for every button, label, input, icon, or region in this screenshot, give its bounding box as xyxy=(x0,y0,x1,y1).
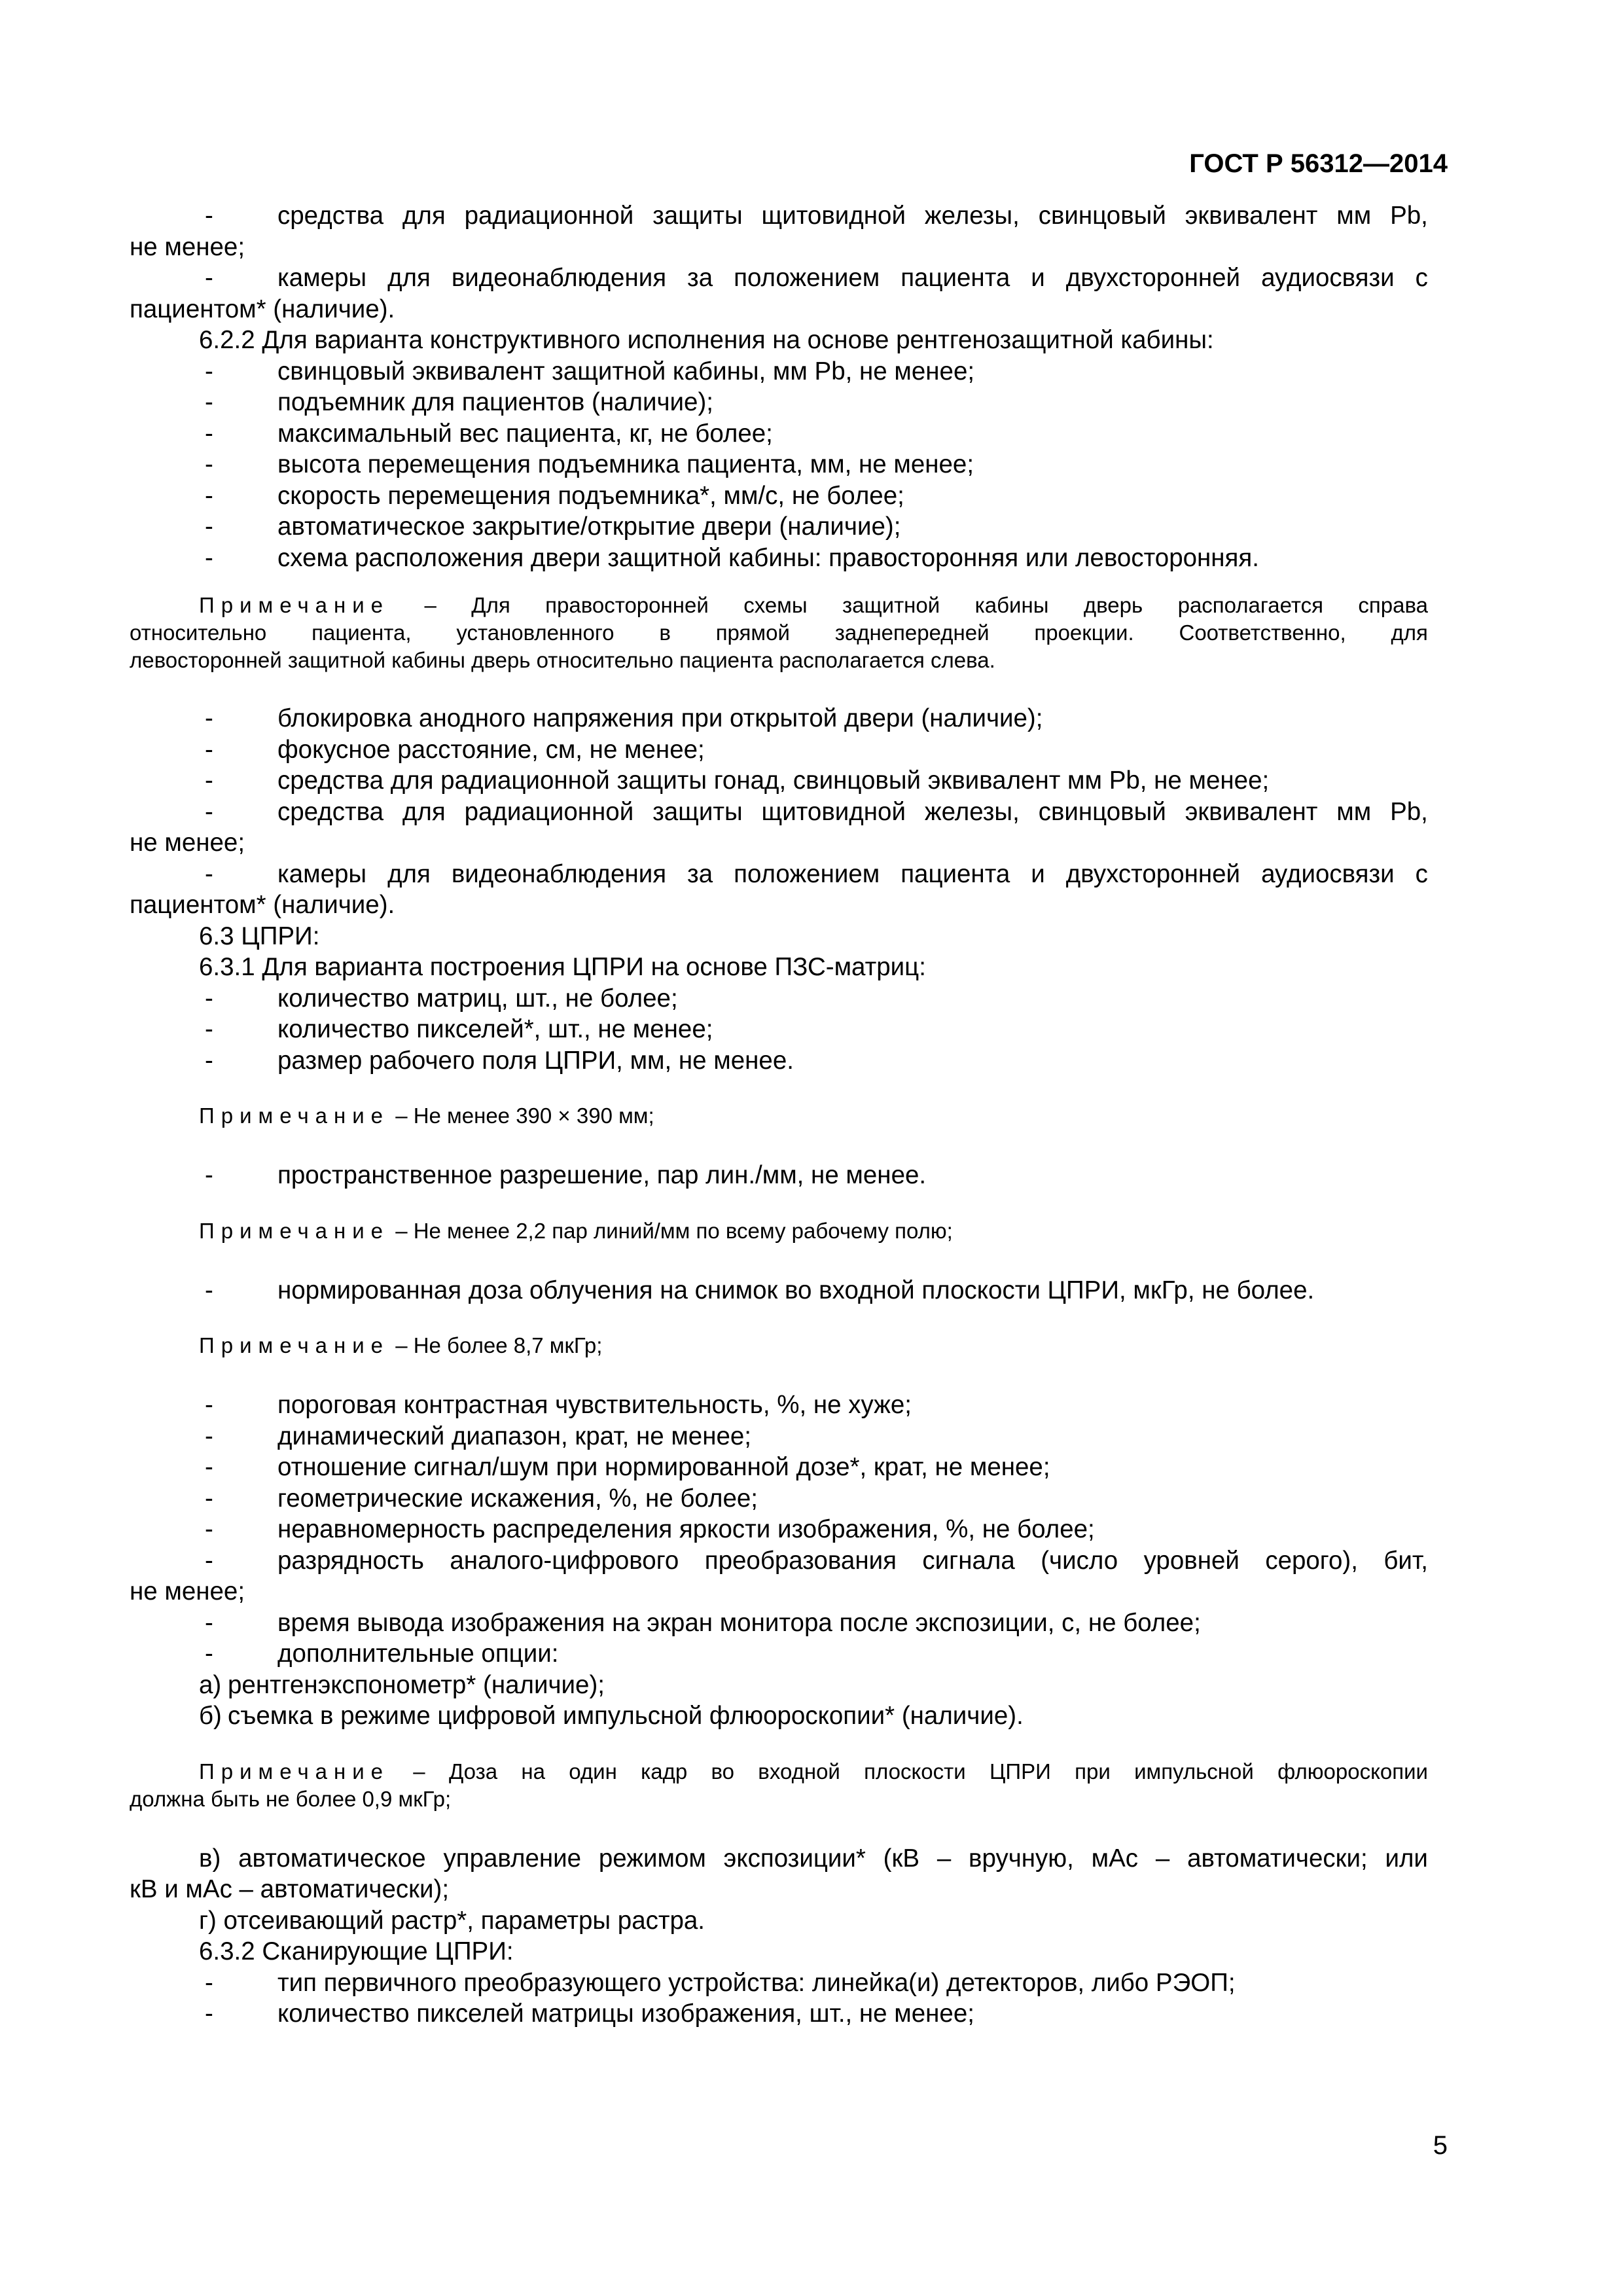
list-item: - дополнительные опции: xyxy=(205,1640,559,1668)
list-item: - неравномерность распределения яркости изображения, %, не более; xyxy=(205,1515,1095,1543)
note-label: Примечание xyxy=(199,593,390,617)
document-body xyxy=(130,200,1428,2030)
list-item: - пространственное разрешение, пар лин./мм, не менее. xyxy=(205,1161,927,1189)
list-item: - динамический диапазон, крат, не менее; xyxy=(205,1422,751,1450)
option-b: б) съемка в режиме цифровой импульсной флюороскопии* (наличие). xyxy=(199,1702,1024,1730)
page-number: 5 xyxy=(1433,2131,1448,2160)
justified-words-l1: средства для радиационной защиты щитовидной железы, свинцовый эквивалент мм Pb, xyxy=(277,202,1428,230)
section-6-2-2: 6.2.2 Для варианта конструктивного исполнения на основе рентгенозащитной кабины: xyxy=(199,326,1214,354)
list-item: - количество пикселей*, шт., не менее; xyxy=(205,1015,713,1043)
list-item: - отношение сигнал/шум при нормированной дозе*, крат, не менее; xyxy=(205,1453,1050,1481)
list-item: - пороговая контрастная чувствительность, %, не хуже; xyxy=(205,1391,912,1419)
continuation-line: не менее; xyxy=(130,829,245,857)
note-5: Примечание – Доза на один кадр во входной плоскости ЦПРИ при импульсной флюороскопии должна быть не более 0,9 мкГр; xyxy=(130,1759,1428,1811)
continuation-line: пациентом* (наличие). xyxy=(130,891,395,919)
list-item: - количество матриц, шт., не более; xyxy=(205,984,678,1013)
list-item: - размер рабочего поля ЦПРИ, мм, не менее. xyxy=(205,1046,794,1075)
note-2: Примечание – Не менее 390 × 390 мм; xyxy=(199,1103,654,1128)
continuation-line: пациентом* (наличие). xyxy=(130,295,395,323)
list-item xyxy=(130,262,1428,294)
option-g: г) отсеивающий растр*, параметры растра. xyxy=(199,1906,705,1935)
list-item: - схема расположения двери защитной кабины: правосторонняя или левосторонняя. xyxy=(205,543,1259,572)
note-4: Примечание – Не более 8,7 мкГр; xyxy=(199,1333,603,1357)
option-v: в) автоматическое управление режимом экспозиции* (кВ – вручную, мАс – автоматически; или xyxy=(199,1844,1428,1873)
list-item: - тип первичного преобразующего устройства: линейка(и) детекторов, либо РЭОП; xyxy=(205,1968,1236,1997)
list-item: - время вывода изображения на экран монитора после экспозиции, с, не более; xyxy=(205,1608,1201,1637)
list-item: - нормированная доза облучения на снимок во входной плоскости ЦПРИ, мкГр, не более. xyxy=(205,1276,1315,1304)
list-item: - блокировка анодного напряжения при открытой двери (наличие); xyxy=(205,704,1043,732)
list-item: - свинцовый эквивалент защитной кабины, мм Pb, не менее; xyxy=(205,357,975,386)
list-item: - средства для радиационной защиты гонад, свинцовый эквивалент мм Pb, не менее; xyxy=(205,766,1270,795)
continuation-line: не менее; xyxy=(130,1577,245,1605)
list-item: - автоматическое закрытие/открытие двери (наличие); xyxy=(205,512,901,541)
list-item xyxy=(130,200,1428,232)
list-item: - количество пикселей матрицы изображения, шт., не менее; xyxy=(205,2000,974,2028)
list-item: - геометрические искажения, %, не более; xyxy=(205,1484,758,1513)
continuation-line: не менее; xyxy=(130,232,245,261)
list-item: - камеры для видеонаблюдения за положением пациента и двухсторонней аудиосвязи с xyxy=(205,859,1428,888)
continuation-line: кВ и мАс – автоматически); xyxy=(130,1875,450,1903)
list-item: - разрядность аналого-цифрового преобразования сигнала (число уровней серого), бит, xyxy=(205,1546,1428,1575)
option-a: а) рентгенэкспонометр* (наличие); xyxy=(199,1670,605,1699)
list-item: - подъемник для пациентов (наличие); xyxy=(205,388,713,416)
list-item: - средства для радиационной защиты щитовидной железы, свинцовый эквивалент мм Pb, xyxy=(205,797,1428,826)
list-dash: - xyxy=(205,202,213,230)
note-1: Примечание – Для правосторонней схемы защитной кабины дверь располагается справа относительно пациента, установленного в прямой заднепередней проекции. Соответственно, для левосторонней защитной кабины дверь относительно пациента располагается слева. xyxy=(130,593,1428,672)
section-6-3-2: 6.3.2 Сканирующие ЦПРИ: xyxy=(199,1937,514,1965)
list-item: - максимальный вес пациента, кг, не более; xyxy=(205,419,773,448)
list-item: - скорость перемещения подъемника*, мм/с, не более; xyxy=(205,481,904,510)
section-6-3-1: 6.3.1 Для варианта построения ЦПРИ на основе ПЗС-матриц: xyxy=(199,953,926,981)
section-6-3: 6.3 ЦПРИ: xyxy=(199,922,320,950)
list-item: - фокусное расстояние, см, не менее; xyxy=(205,735,705,764)
list-item: - высота перемещения подъемника пациента, мм, не менее; xyxy=(205,450,974,478)
justified-words-l2: камеры для видеонаблюдения за положением пациента и двухсторонней аудиосвязи с xyxy=(277,264,1428,292)
note-3: Примечание – Не менее 2,2 пар линий/мм по всему рабочему полю; xyxy=(199,1218,953,1243)
page-header-doc-id: ГОСТ Р 56312—2014 xyxy=(1189,149,1448,178)
list-dash: - xyxy=(205,264,213,292)
